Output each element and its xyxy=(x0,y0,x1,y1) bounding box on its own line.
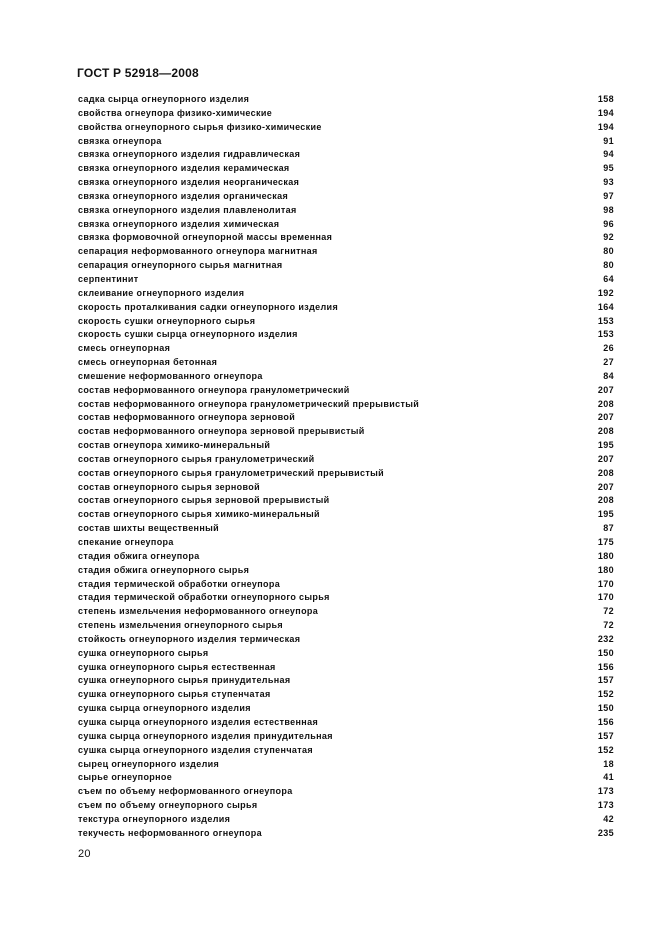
index-entry xyxy=(78,744,614,758)
index-entry xyxy=(78,93,614,107)
index-entry xyxy=(78,633,614,647)
index-term: степень измельчения неформованного огнеупора xyxy=(78,606,319,617)
index-entry xyxy=(78,107,614,121)
index-page-ref: 152 xyxy=(597,689,614,700)
index-page-ref: 153 xyxy=(597,329,614,340)
index-entry xyxy=(78,328,614,342)
index-term: смешение неформованного огнеупора xyxy=(78,370,263,381)
index-page-ref: 208 xyxy=(597,467,614,478)
index-page-ref: 156 xyxy=(597,661,614,672)
index-term: скорость сушки огнеупорного сырья xyxy=(78,315,256,326)
index-page-ref: 93 xyxy=(603,177,614,188)
index-entry xyxy=(78,190,614,204)
index-page-ref: 232 xyxy=(597,633,614,644)
index-entry xyxy=(78,661,614,675)
index-entry xyxy=(78,688,614,702)
index-term: связка огнеупора xyxy=(78,135,162,146)
index-entry xyxy=(78,481,614,495)
index-term: связка огнеупорного изделия химическая xyxy=(78,218,280,229)
index-entry xyxy=(78,494,614,508)
index-page-ref: 64 xyxy=(603,273,614,284)
index-page-ref: 157 xyxy=(597,675,614,686)
index-page-ref: 207 xyxy=(597,384,614,395)
index-entry xyxy=(78,467,614,481)
index-page-ref: 170 xyxy=(597,578,614,589)
index-entry xyxy=(78,176,614,190)
index-term: серпентинит xyxy=(78,273,139,284)
index-term: сушка сырца огнеупорного изделия xyxy=(78,703,251,714)
index-term: состав огнеупорного сырья гранулометрический прерывистый xyxy=(78,467,385,478)
index-page-ref: 92 xyxy=(603,232,614,243)
index-page-ref: 152 xyxy=(597,744,614,755)
index-term: сепарация неформованного огнеупора магнитная xyxy=(78,246,318,257)
index-page-ref: 80 xyxy=(603,246,614,257)
index-page-ref: 173 xyxy=(597,800,614,811)
index-entry xyxy=(78,218,614,232)
index-term: смесь огнеупорная xyxy=(78,343,171,354)
index-term: связка огнеупорного изделия плавленолитая xyxy=(78,204,297,215)
index-page-ref: 194 xyxy=(597,121,614,132)
page-number: 20 xyxy=(78,848,91,860)
index-entry xyxy=(78,508,614,522)
index-page-ref: 42 xyxy=(603,813,614,824)
index-entry xyxy=(78,204,614,218)
index-page-ref: 97 xyxy=(603,190,614,201)
index-entry xyxy=(78,453,614,467)
index-entry xyxy=(78,522,614,536)
index-page-ref: 94 xyxy=(603,149,614,160)
index-entry xyxy=(78,536,614,550)
index-term: скорость проталкивания садки огнеупорного изделия xyxy=(78,301,339,312)
index-term: состав шихты вещественный xyxy=(78,523,220,534)
index-entry xyxy=(78,605,614,619)
index-page-ref: 80 xyxy=(603,260,614,271)
index-term: состав огнеупора химико-минеральный xyxy=(78,440,271,451)
index-term: связка формовочной огнеупорной массы временная xyxy=(78,232,333,243)
index-entry xyxy=(78,564,614,578)
index-entry xyxy=(78,619,614,633)
index-entry xyxy=(78,273,614,287)
index-page-ref: 158 xyxy=(597,94,614,104)
index-term: стойкость огнеупорного изделия термическая xyxy=(78,633,301,644)
index-term: съем по объему неформованного огнеупора xyxy=(78,786,293,797)
index-page-ref: 173 xyxy=(597,786,614,797)
index-page-ref: 153 xyxy=(597,315,614,326)
index-term: связка огнеупорного изделия неорганическая xyxy=(78,177,300,188)
index-term: сырец огнеупорного изделия xyxy=(78,758,220,769)
index-term: состав неформованного огнеупора гранулометрический прерывистый xyxy=(78,398,420,409)
index-term: состав неформованного огнеупора зерновой прерывистый xyxy=(78,426,365,437)
index-term: сушка огнеупорного сырья xyxy=(78,647,209,658)
index-page-ref: 157 xyxy=(597,730,614,741)
index-term: стадия термической обработки огнеупорного сырья xyxy=(78,592,330,603)
index-page-ref: 96 xyxy=(603,218,614,229)
index-entry xyxy=(78,135,614,149)
index-entry xyxy=(78,384,614,398)
index-entry xyxy=(78,162,614,176)
index-page-ref: 207 xyxy=(597,453,614,464)
index-entry xyxy=(78,716,614,730)
index-page-ref: 207 xyxy=(597,481,614,492)
index-term: сушка огнеупорного сырья принудительная xyxy=(78,675,291,686)
index-term: свойства огнеупора физико-химические xyxy=(78,107,273,118)
index-page-ref: 84 xyxy=(603,370,614,381)
index-entry xyxy=(78,674,614,688)
index-entry xyxy=(78,356,614,370)
index-entry xyxy=(78,813,614,827)
index-page-ref: 235 xyxy=(597,827,614,838)
index-entry xyxy=(78,439,614,453)
index-term: степень измельчения огнеупорного сырья xyxy=(78,620,284,631)
index-page-ref: 156 xyxy=(597,716,614,727)
index-page-ref: 150 xyxy=(597,703,614,714)
index-entry xyxy=(78,785,614,799)
index-page-ref: 72 xyxy=(603,606,614,617)
index-term: стадия обжига огнеупора xyxy=(78,550,200,561)
index-term: сушка сырца огнеупорного изделия естественная xyxy=(78,716,319,727)
index-term: смесь огнеупорная бетонная xyxy=(78,357,218,368)
index-page-ref: 180 xyxy=(597,550,614,561)
index-page-ref: 26 xyxy=(603,343,614,354)
index-term: стадия термической обработки огнеупора xyxy=(78,578,281,589)
index-term: сушка огнеупорного сырья ступенчатая xyxy=(78,689,271,700)
index-entry xyxy=(78,148,614,162)
index-entry xyxy=(78,245,614,259)
index-term: состав неформованного огнеупора зерновой xyxy=(78,412,296,423)
index-page-ref: 18 xyxy=(603,758,614,769)
index-term: склеивание огнеупорного изделия xyxy=(78,287,245,298)
index-term: свойства огнеупорного сырья физико-химические xyxy=(78,121,322,132)
index-page-ref: 208 xyxy=(597,495,614,506)
index-page-ref: 164 xyxy=(597,301,614,312)
index-entry xyxy=(78,771,614,785)
index-entry xyxy=(78,702,614,716)
term-index-list xyxy=(78,93,614,841)
index-entry xyxy=(78,342,614,356)
index-term: скорость сушки сырца огнеупорного изделия xyxy=(78,329,298,340)
index-entry xyxy=(78,425,614,439)
index-page-ref: 41 xyxy=(603,772,614,783)
index-entry xyxy=(78,231,614,245)
index-term: состав огнеупорного сырья химико-минеральный xyxy=(78,509,320,520)
index-entry xyxy=(78,287,614,301)
index-entry xyxy=(78,758,614,772)
index-term: связка огнеупорного изделия органическая xyxy=(78,190,289,201)
index-page-ref: 207 xyxy=(597,412,614,423)
index-page-ref: 195 xyxy=(597,440,614,451)
index-entry xyxy=(78,799,614,813)
index-term: сепарация огнеупорного сырья магнитная xyxy=(78,260,283,271)
index-entry xyxy=(78,591,614,605)
index-page-ref: 98 xyxy=(603,204,614,215)
index-page-ref: 192 xyxy=(597,287,614,298)
index-term: сушка сырца огнеупорного изделия принудительная xyxy=(78,730,333,741)
index-page-ref: 180 xyxy=(597,564,614,575)
index-entry xyxy=(78,301,614,315)
index-entry xyxy=(78,827,614,841)
index-entry xyxy=(78,647,614,661)
index-term: текстура огнеупорного изделия xyxy=(78,813,231,824)
index-term: стадия обжига огнеупорного сырья xyxy=(78,564,250,575)
index-term: сушка сырца огнеупорного изделия ступенчатая xyxy=(78,744,313,755)
index-term: спекание огнеупора xyxy=(78,537,174,547)
index-entry xyxy=(78,730,614,744)
index-page-ref: 72 xyxy=(603,620,614,631)
index-term: связка огнеупорного изделия керамическая xyxy=(78,163,290,174)
index-entry xyxy=(78,315,614,329)
index-term: состав огнеупорного сырья зерновой прерывистый xyxy=(78,495,330,506)
index-page-ref: 208 xyxy=(597,398,614,409)
index-page-ref: 195 xyxy=(597,509,614,520)
index-page-ref: 208 xyxy=(597,426,614,437)
index-page-ref: 95 xyxy=(603,163,614,174)
index-term: сырье огнеупорное xyxy=(78,772,173,783)
index-page-ref: 87 xyxy=(603,523,614,534)
index-page-ref: 194 xyxy=(597,107,614,118)
page-title: ГОСТ Р 52918—2008 xyxy=(77,66,199,80)
index-term: садка сырца огнеупорного изделия xyxy=(78,94,250,104)
index-term: состав неформованного огнеупора гранулометрический xyxy=(78,384,350,395)
index-page-ref: 170 xyxy=(597,592,614,603)
index-entry xyxy=(78,370,614,384)
index-term: сушка огнеупорного сырья естественная xyxy=(78,661,276,672)
index-term: состав огнеупорного сырья зерновой xyxy=(78,481,261,492)
index-page-ref: 150 xyxy=(597,647,614,658)
index-entry xyxy=(78,398,614,412)
index-entry xyxy=(78,550,614,564)
index-entry xyxy=(78,259,614,273)
index-page-ref: 175 xyxy=(597,537,614,547)
index-page-ref: 27 xyxy=(603,357,614,368)
index-term: состав огнеупорного сырья гранулометрический xyxy=(78,453,315,464)
index-term: съем по объему огнеупорного сырья xyxy=(78,800,258,811)
index-page-ref: 91 xyxy=(603,135,614,146)
index-entry xyxy=(78,411,614,425)
index-term: текучесть неформованного огнеупора xyxy=(78,827,262,838)
index-entry xyxy=(78,121,614,135)
index-entry xyxy=(78,578,614,592)
index-term: связка огнеупорного изделия гидравлическая xyxy=(78,149,301,160)
